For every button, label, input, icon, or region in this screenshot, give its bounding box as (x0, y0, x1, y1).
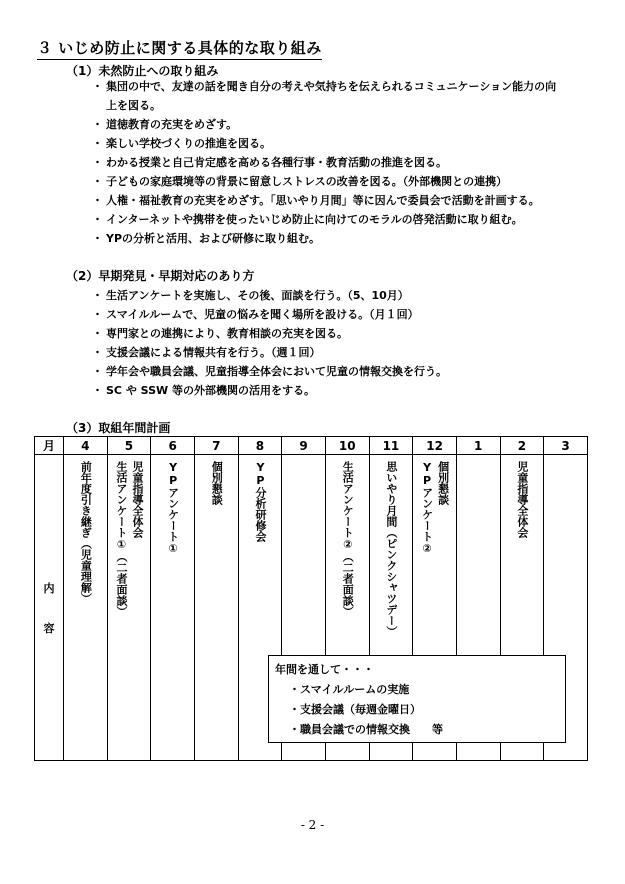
list-item-text: スマイルルームで、児童の悩みを聞く場所を設ける。（月１回） (106, 308, 419, 321)
month-activity: YPアンケート① (166, 461, 180, 555)
year-round-box (268, 655, 566, 743)
month-label: 月 (35, 437, 64, 455)
list-item (92, 305, 447, 324)
month-header: 5 (107, 437, 151, 455)
month-activity: YPアンケート② (420, 461, 434, 555)
list-item-text: 支援会議による情報共有を行う。（週１回） (106, 346, 321, 359)
month-header: 6 (151, 437, 195, 455)
month-activity: 思いやり月間（ピンクシャツデー） (384, 461, 398, 637)
list-item (92, 191, 556, 210)
list-item-text: わかる授業と自己肯定感を高める各種行事・教育活動の推進を図る。 (106, 156, 447, 169)
month-header: 4 (64, 437, 108, 455)
year-round-item: ・スマイルルームの実施 (289, 683, 410, 696)
list-item (92, 210, 556, 229)
list-item (92, 381, 447, 400)
month-activity: 児童指導全体会 (130, 461, 144, 538)
content-label: 内 容 (35, 455, 64, 761)
list-item-text: 子どもの家庭環境等の背景に留意しストレスの改善を図る。（外部機関との連携） (106, 175, 508, 188)
month-cell (64, 455, 108, 761)
list-item (92, 134, 556, 153)
month-header-row (35, 437, 588, 455)
list-item (92, 229, 556, 248)
month-header: 11 (369, 437, 413, 455)
month-activity: YP分析研修会 (253, 461, 267, 542)
list-item-text: インターネットや携帯を使ったいじめ防止に向けてのモラルの啓発活動に取り組む。 (106, 213, 523, 226)
list-item-text: 専門家との連携により、教育相談の充実を図る。 (106, 327, 348, 340)
list-item-text: SC や SSW 等の外部機関の活用をする。 (106, 384, 315, 397)
list-item (92, 153, 556, 172)
year-round-heading: 年間を通して・・・ (275, 663, 374, 676)
list-item (92, 343, 447, 362)
month-activity: 個別懇談 (436, 461, 450, 505)
month-activity: 個別懇談 (210, 461, 224, 505)
month-activity: 生活アンケート①（二者面談） (114, 461, 128, 617)
list-item-text: 道徳教育の充実をめざす。 (106, 118, 238, 131)
section1-list (92, 77, 556, 248)
section1-heading: （1）未然防止への取り組み (66, 64, 219, 78)
month-header: 3 (544, 437, 588, 455)
month-header: 12 (413, 437, 457, 455)
list-item-text: 人権・福祉教育の充実をめざす。「思いやり月間」等に因んで委員会で活動を計画する。 (106, 194, 540, 207)
list-item-text: 集団の中で、友達の話を聞き自分の考えや気持ちを伝えられるコミュニケーション能力の向 (106, 80, 557, 93)
list-item-text: 学年会や職員会議、児童指導全体会において児童の情報交換を行う。 (106, 365, 447, 378)
month-header: 8 (238, 437, 282, 455)
month-cell (107, 455, 151, 761)
month-header: 2 (500, 437, 544, 455)
month-header: 10 (325, 437, 369, 455)
month-activity: 生活アンケート②（二者面談） (341, 461, 355, 617)
section3-heading: （3）取組年間計画 (66, 421, 171, 435)
month-cell (151, 455, 195, 761)
page-number: - 2 - (300, 818, 325, 832)
month-activity: 児童指導全体会 (515, 461, 529, 538)
section2-heading: （2）早期発見・早期対応のあり方 (66, 269, 255, 283)
list-item (92, 115, 556, 134)
section2-list (92, 286, 447, 400)
list-item (92, 172, 556, 191)
month-cell (194, 455, 238, 761)
list-item-continuation: 上を図る。 (106, 99, 161, 112)
list-item (92, 324, 447, 343)
year-round-item: ・職員会議での情報交換 等 (289, 723, 443, 736)
month-header: 1 (456, 437, 500, 455)
list-item (92, 77, 556, 115)
list-item (92, 362, 447, 381)
list-item (92, 286, 447, 305)
year-round-item: ・支援会議（毎週金曜日） (289, 703, 421, 716)
page-title: ３ いじめ防止に関する具体的な取り組み (37, 37, 322, 60)
month-header: 7 (194, 437, 238, 455)
month-header: 9 (282, 437, 326, 455)
list-item-text: 生活アンケートを実施し、その後、面談を行う。（5、10月） (106, 289, 409, 302)
list-item-text: 楽しい学校づくりの推進を図る。 (106, 137, 271, 150)
list-item-text: YPの分析と活用、および研修に取り組む。 (106, 232, 321, 245)
month-activity: 前年度引き継ぎ（児童理解） (79, 461, 93, 604)
